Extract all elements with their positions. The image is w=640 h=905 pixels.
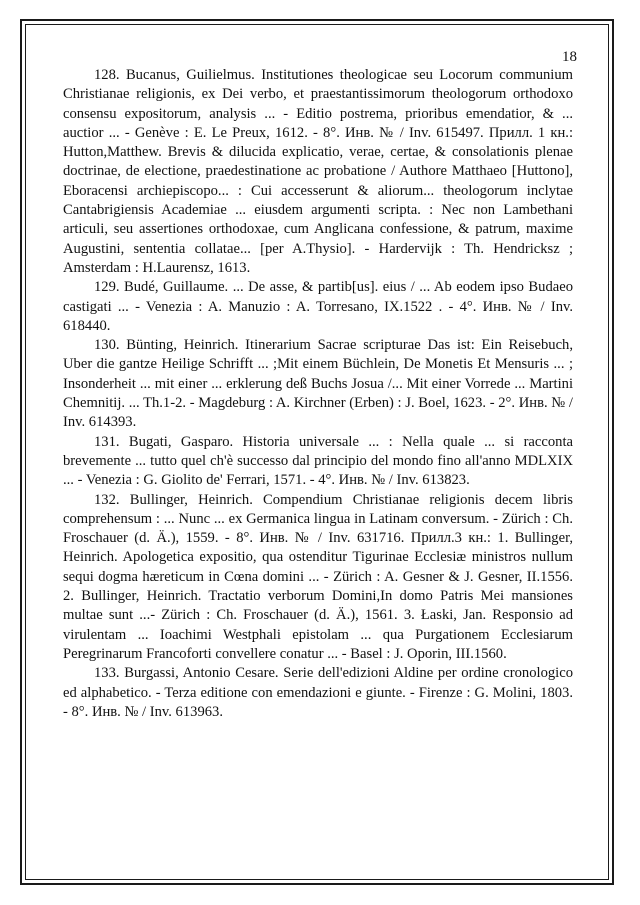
catalog-entry-131: 131. Bugati, Gasparo. Historia universale ... : Nella quale ... si racconta brevemente ... tutto quel ch'è successo dal principio del mondo fino all'anno MDLXIX ... - Venezia : G. Giolito de' Ferrari, 1571. - 4°. Инв. № / Inv. 613823. (63, 433, 573, 489)
catalog-entry-129: 129. Budé, Guillaume. ... De asse, & partib[us]. eius / ... Ab eodem ipso Budaeo castigati ... - Venezia : A. Manuzio : A. Torresano, IX.1522 . - 4°. Инв. № / Inv. 618440. (63, 279, 573, 334)
catalog-entry-132: 132. Bullinger, Heinrich. Compendium Christianae religionis decem libris comprehensum : ... Nunc ... ex Germanica lingua in Latinam conversum. - Zürich : Ch. Froschauer (d. Ä.), 1559. - 8°. Инв. № / Inv. 631716. Прилл.3 кн.: 1. Bullinger, Heinrich. Apologetica expositio, qua ostenditur Tigurinae Ecclesiæ ministros nullum sequi dogma hæreticum in Cœna domini ... - Zürich : A. Gesner & J. Gesner, II.1556. 2. Bullinger, Heinrich. Tractatio verborum Domini,In domo Patris Mei mansiones multae sunt ...- Zürich : Ch. Froschauer (d. Ä.), 1561. 3. Łaski, Jan. Responsio ad virulentam ... Ioachimi Westphali epistolam ... qua Purgationem Ecclesiarum Peregrinarum Francoforti convellere conatur ... - Basel : J. Oporin, III.1560. (63, 491, 573, 662)
catalog-entry-130: 130. Bünting, Heinrich. Itinerarium Sacrae scripturae Das ist: Ein Reisebuch, Uber die gantze Heilige Schrifft ... ;Mit einem Büchlein, De Monetis Et Mensuris ... ; Insonderheit ... mit einer ... erklerung deß Buchs Josua /... Mit einer Vorrede ... Martini Chemnitij. ... Th.1-2. - Magdeburg : A. Kirchner (Erben) : J. Boel, 1623. - 2°. Инв. № / Inv. 614393. (63, 337, 573, 431)
page-number: 18 (562, 49, 577, 65)
catalog-entry-128: 128. Bucanus, Guilielmus. Institutiones theologicae seu Locorum communium Christianae religionis, ex Dei verbo, et praestantissimorum theologorum orthodoxo consensu expositorum, analysis ... - Editio postrema, prioribus emendatior, & ... auctior ... - Genève : E. Le Preux, 1612. - 8°. Инв. № / Inv. 615497. Прилл. 1 кн.: Hutton,Matthew. Brevis & dilucida explicatio, verae, certae, & consolationis plenae doctrinae, de electione, praedestinatione ac probatione / Authore Matthaeo [Huttono], Eboracensi archiepiscopo... : Cui accesserunt & aliorum... theologorum inclytae Cantabrigiensis Academiae ... eiusdem argumenti scripta. : Nec non Lambethani articuli, seu assertiones orthodoxae, cum Anglicana confessione, & patrum, maxime Augustini, sententia collatae... [per A.Thysio]. - Hardervijk : Th. Hendricksz ; Amsterdam : H.Laurensz, 1613. (63, 67, 573, 276)
catalog-entry-133: 133. Burgassi, Antonio Cesare. Serie dell'edizioni Aldine per ordine cronologico ed alphabetico. - Terza editione con emendazioni e giunte. - Firenze : G. Molini, 1803. - 8°. Инв. № / Inv. 613963. (63, 665, 573, 720)
catalog-entries (63, 66, 573, 722)
